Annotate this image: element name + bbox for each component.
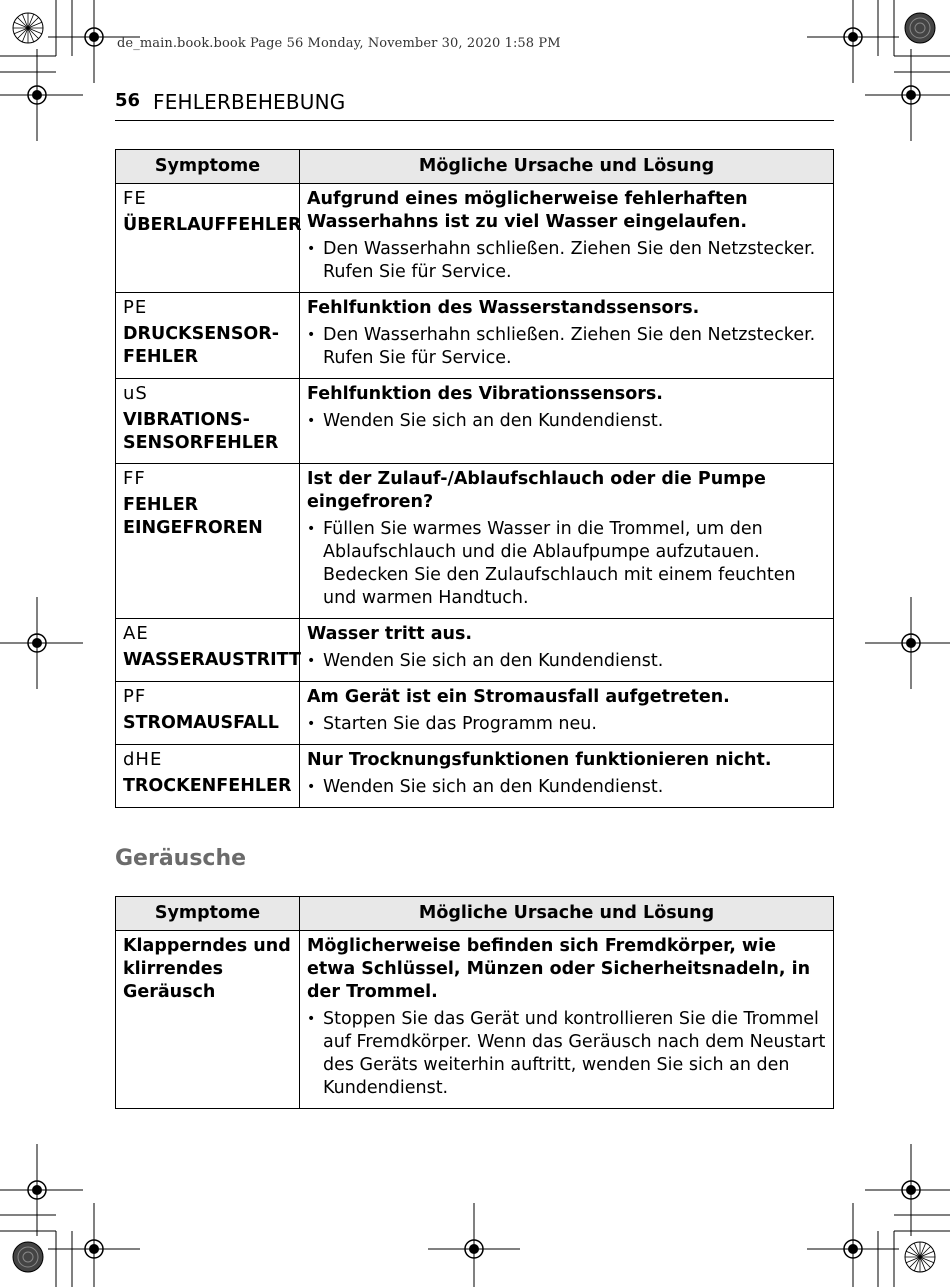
cause-text: Fehlfunktion des Wasserstandssensors.: [307, 298, 700, 318]
error-code: PE: [123, 297, 148, 318]
symptom-label: FEHLER EINGEFROREN: [123, 495, 263, 538]
error-code: PF: [123, 686, 147, 707]
error-code: dHE: [123, 749, 163, 770]
table-row: [116, 379, 834, 464]
table-row: [116, 184, 834, 293]
page-title: FEHLERBEHEBUNG: [153, 90, 346, 114]
table-row: [116, 931, 834, 1109]
table-row: [116, 293, 834, 379]
solution-item: • Den Wasserhahn schließen. Ziehen Sie den Netzstecker. Rufen Sie für Service.: [307, 324, 826, 370]
symptom-label: ÜBERLAUFFEHLER: [123, 215, 302, 235]
symptom-label: STROMAUSFALL: [123, 713, 279, 733]
solution-cell: [300, 619, 834, 682]
page-number: 56: [115, 90, 141, 111]
solution-item: • Starten Sie das Programm neu.: [307, 713, 826, 736]
solution-cell: [300, 682, 834, 745]
symptom-cell: [116, 682, 300, 745]
symptom-label: TROCKENFEHLER: [123, 776, 292, 796]
column-header-symptoms: Symptome: [116, 150, 300, 184]
solution-item: • Den Wasserhahn schließen. Ziehen Sie den Netzstecker. Rufen Sie für Service.: [307, 238, 826, 284]
cause-text: Nur Trocknungsfunktionen funktionieren nicht.: [307, 750, 772, 770]
error-code: uS: [123, 383, 148, 404]
solution-item: • Wenden Sie sich an den Kundendienst.: [307, 410, 826, 433]
solution-cell: [300, 379, 834, 464]
error-code: FE: [123, 188, 147, 209]
solution-item: • Wenden Sie sich an den Kundendienst.: [307, 776, 826, 799]
symptom-label: VIBRATIONS-SENSORFEHLER: [123, 410, 279, 453]
cause-text: Am Gerät ist ein Stromausfall aufgetreten.: [307, 687, 730, 707]
symptom-cell: [116, 464, 300, 619]
symptom-cell: [116, 931, 300, 1109]
column-header-cause-solution: Mögliche Ursache und Lösung: [300, 897, 834, 931]
solution-cell: [300, 931, 834, 1109]
solution-cell: [300, 464, 834, 619]
symptom-cell: [116, 745, 300, 808]
table-row: [116, 464, 834, 619]
table-row: [116, 619, 834, 682]
section-title-noises: Geräusche: [115, 846, 247, 871]
symptom-cell: [116, 184, 300, 293]
symptom-label: Klapperndes und klirrendes Geräusch: [123, 936, 291, 1002]
print-slug: de_main.book.book Page 56 Monday, November 30, 2020 1:58 PM: [117, 36, 561, 51]
cause-text: Möglicherweise befinden sich Fremdkörper, wie etwa Schlüssel, Münzen oder Sicherheitsnadeln, in der Trommel.: [307, 936, 811, 1002]
cause-text: Fehlfunktion des Vibrationssensors.: [307, 384, 663, 404]
symptom-cell: [116, 293, 300, 379]
solution-item: • Wenden Sie sich an den Kundendienst.: [307, 650, 826, 673]
table-row: [116, 745, 834, 808]
error-code: AE: [123, 623, 149, 644]
page-header: [115, 90, 834, 121]
column-header-symptoms: Symptome: [116, 897, 300, 931]
solution-cell: [300, 293, 834, 379]
cause-text: Ist der Zulauf-/Ablaufschlauch oder die Pumpe eingefroren?: [307, 469, 766, 512]
noise-table: [115, 896, 834, 1109]
error-code-table: [115, 149, 834, 808]
solution-item: • Stoppen Sie das Gerät und kontrollieren Sie die Trommel auf Fremdkörper. Wenn das Geräusch nach dem Neustart des Geräts weiterhin auftritt, wenden Sie sich an den Kundendienst.: [307, 1008, 826, 1100]
cause-text: Aufgrund eines möglicherweise fehlerhaften Wasserhahns ist zu viel Wasser eingelaufen.: [307, 189, 748, 232]
solution-item: • Füllen Sie warmes Wasser in die Trommel, um den Ablaufschlauch und die Ablaufpumpe aufzutauen. Bedecken Sie den Zulaufschlauch mit einem feuchten und warmen Handtuch.: [307, 518, 826, 610]
table-header-row: [116, 150, 834, 184]
solution-cell: [300, 184, 834, 293]
solution-cell: [300, 745, 834, 808]
error-code: FF: [123, 468, 146, 489]
symptom-cell: [116, 619, 300, 682]
table-row: [116, 682, 834, 745]
table-header-row: [116, 897, 834, 931]
symptom-label: WASSERAUSTRITT: [123, 650, 301, 670]
symptom-cell: [116, 379, 300, 464]
symptom-label: DRUCKSENSOR-FEHLER: [123, 324, 280, 367]
cause-text: Wasser tritt aus.: [307, 624, 473, 644]
column-header-cause-solution: Mögliche Ursache und Lösung: [300, 150, 834, 184]
